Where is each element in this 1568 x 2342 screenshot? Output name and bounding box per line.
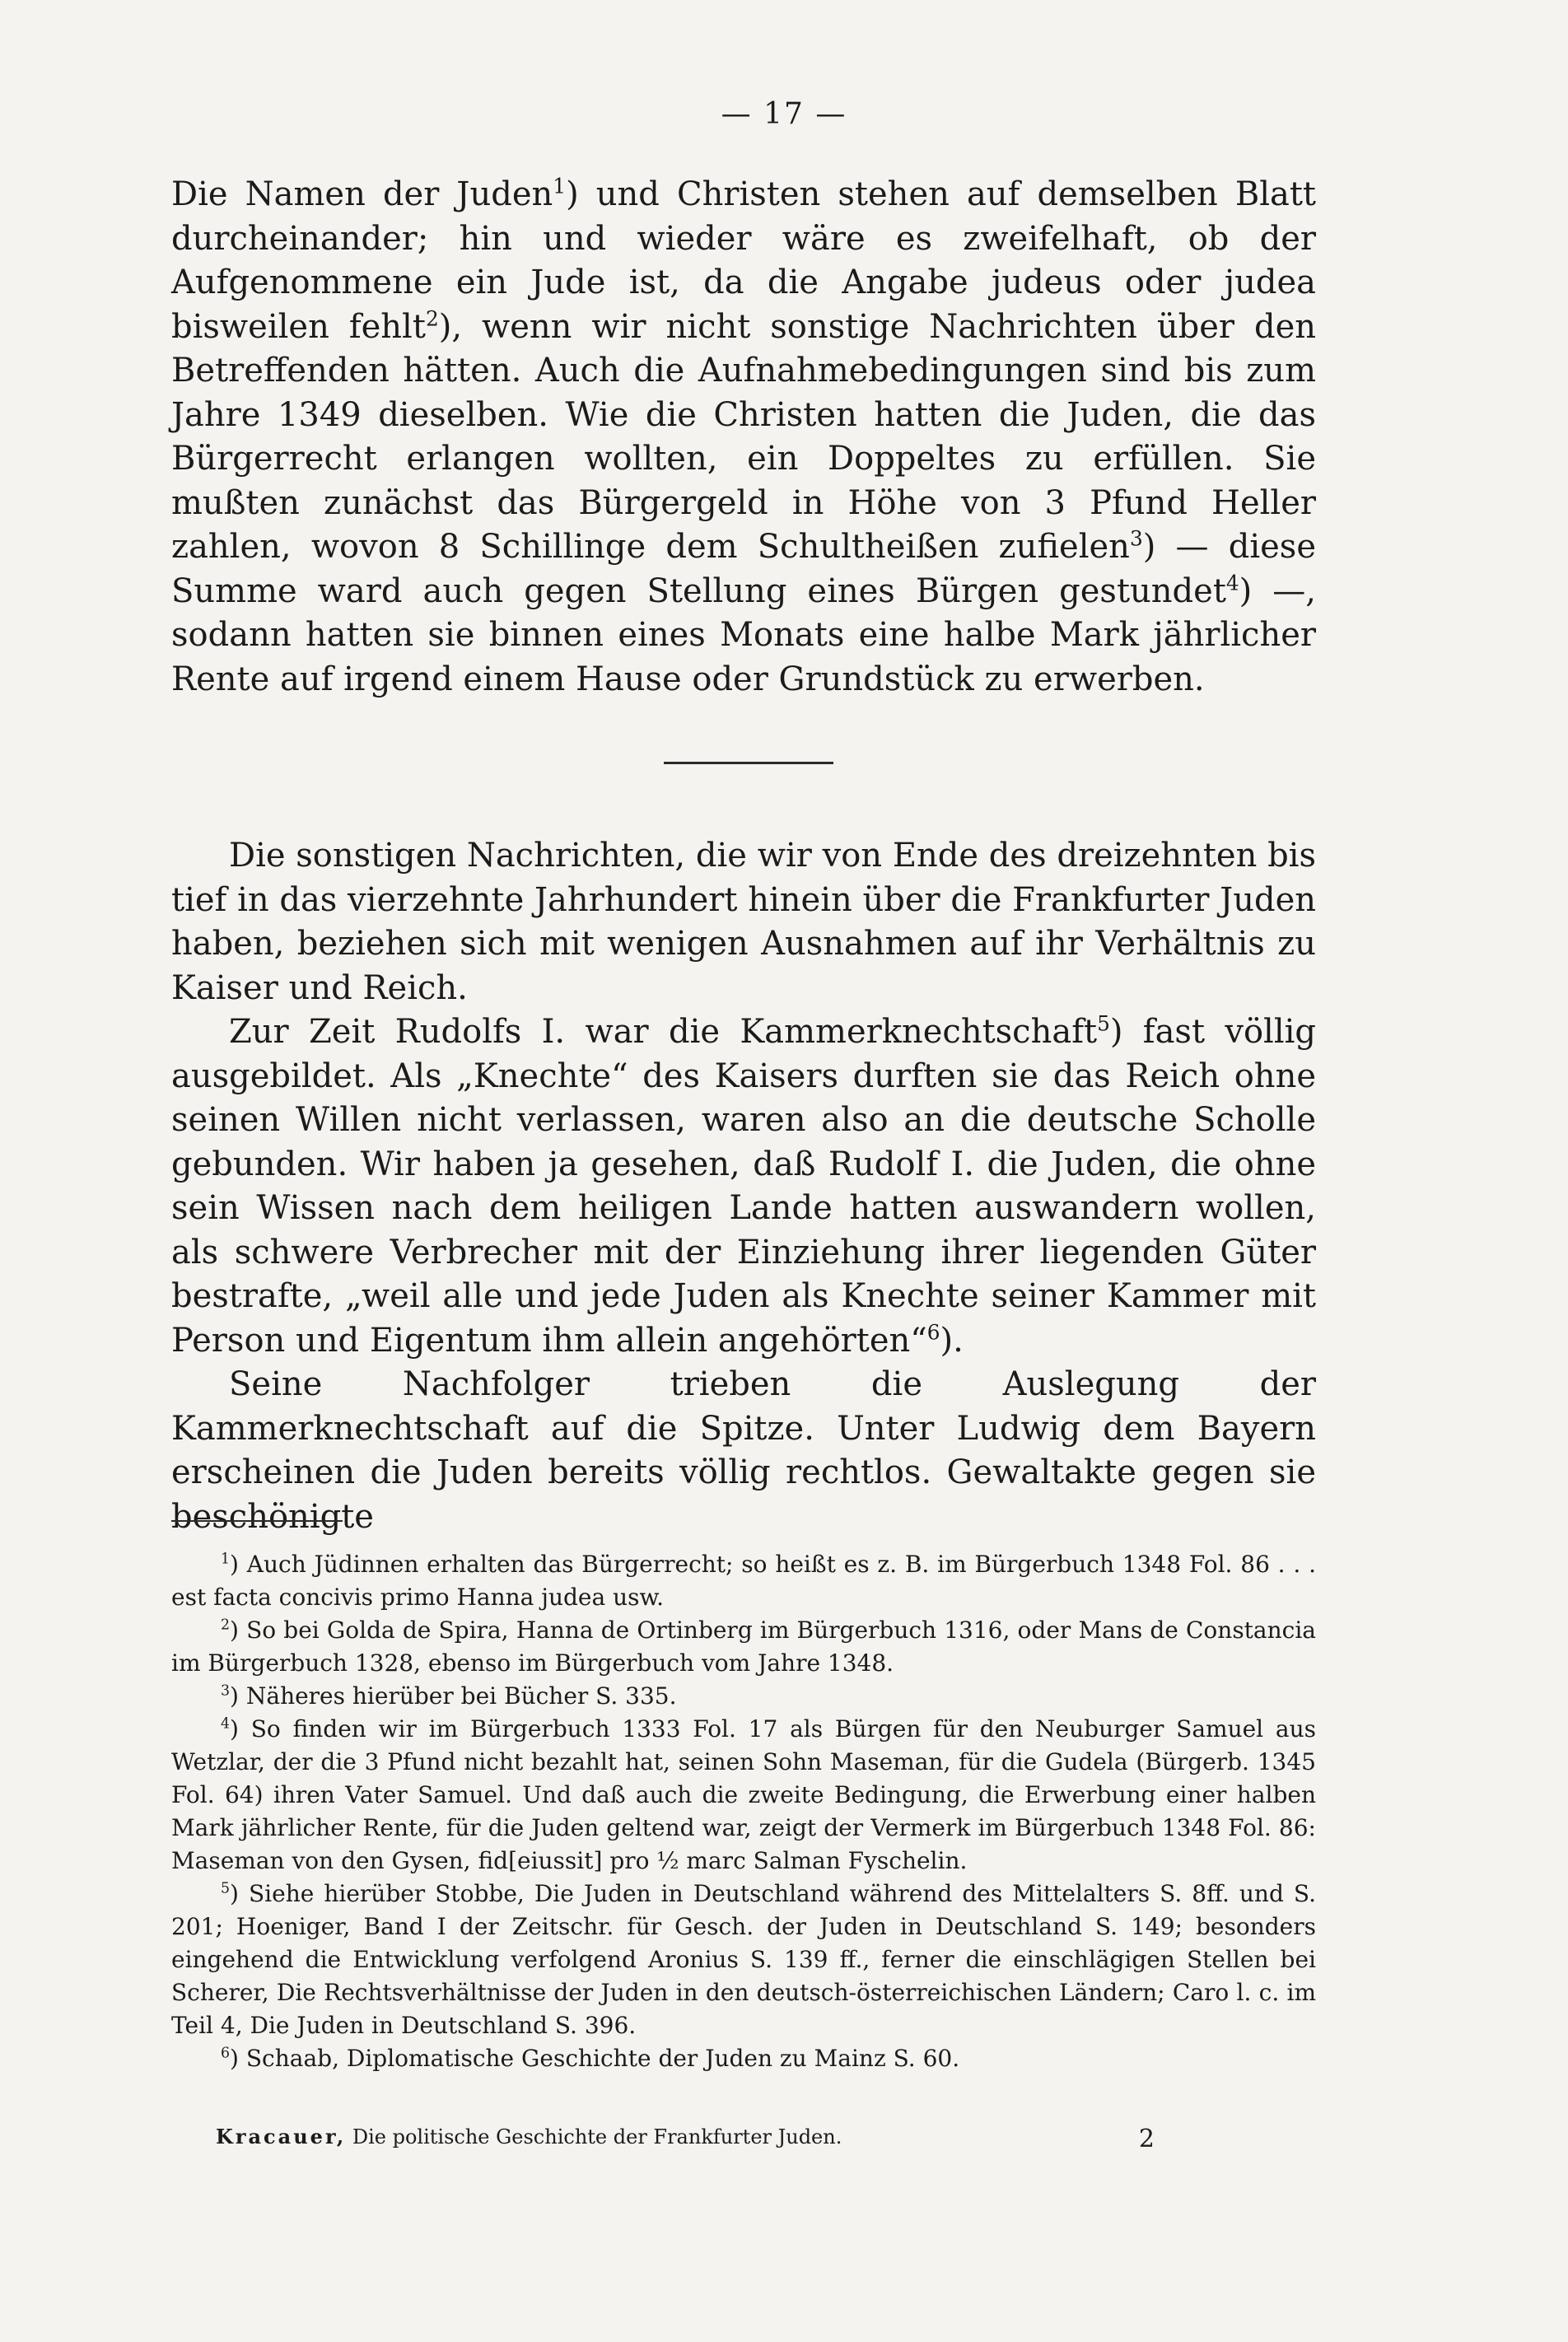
footnote-reference: 4 — [1225, 571, 1239, 595]
footnote-text: ) Siehe hierüber Stobbe, Die Juden in Deutschland während des Mittelalters S. 8ff. und S. 201; Hoeniger, Band I der Zeitschr. für Gesch. der Juden in Deutschland S. 149; besonders eingehend die Entwicklung verfolgend Aronius S. 139 ff., ferner die einschlägigen Stellen bei Scherer, Die Rechtsverhältnisse der Juden in den deutsch-österreichischen Ländern; Caro l. c. im Teil 4, Die Juden in Deutschland S. 396. — [171, 1880, 1316, 2039]
footer-citation — [216, 2125, 842, 2153]
paragraph-text: Die Namen der Juden — [171, 175, 553, 213]
page-number: — 17 — — [721, 97, 847, 131]
footnote-text: ) So bei Golda de Spira, Hanna de Ortinberg im Bürgerbuch 1316, oder Mans de Constancia im Bürgerbuch 1328, ebenso im Bürgerbuch vom Jahre 1348. — [171, 1617, 1316, 1677]
footnotes — [171, 1548, 1316, 2075]
footnote-mark: 5 — [221, 1880, 231, 1897]
footnote-separator — [171, 1520, 343, 1522]
footnote-text: ) Näheres hierüber bei Bücher S. 335. — [230, 1682, 677, 1710]
footnote — [171, 1878, 1316, 2042]
body-text-section-2 — [171, 834, 1316, 1539]
paragraph — [171, 173, 1316, 702]
footnote-mark: 3 — [221, 1682, 231, 1700]
footnote-reference: 5 — [1097, 1011, 1110, 1036]
footnote-mark: 1 — [221, 1551, 231, 1568]
footnote-reference: 1 — [553, 174, 567, 198]
body-text-section-1 — [171, 173, 1316, 702]
paragraph-text: ) —, sodann hatten sie binnen eines Monats eine halbe Mark jährlicher Rente auf irgend einem Hause oder Grundstück zu erwerben. — [171, 572, 1316, 698]
footnote-text: ) Schaab, Diplomatische Geschichte der Juden zu Mainz S. 60. — [230, 2045, 960, 2072]
paragraph — [171, 834, 1316, 1010]
footnote-mark: 4 — [221, 1715, 231, 1733]
footnote-reference: 2 — [425, 306, 439, 331]
paragraph-text: Die sonstigen Nachrichten, die wir von Ende des dreizehnten bis tief in das vierzehnte Jahrhundert hinein über die Frankfurter Juden haben, beziehen sich mit wenigen Ausnahmen auf ihr Verhältnis zu Kaiser und Reich. — [171, 837, 1316, 1007]
paragraph-text: ) fast völlig ausgebildet. Als „Knechte“ des Kaisers durften sie das Reich ohne seinen Willen nicht verlassen, waren also an die deutsche Scholle gebunden. Wir haben ja gesehen, daß Rudolf I. die Juden, die ohne sein Wissen nach dem heiligen Lande hatten auswandern wollen, als schwere Verbrecher mit der Einziehung ihrer liegenden Güter bestrafte, „weil alle und jede Juden als Knechte seiner Kammer mit Person und Eigentum ihm allein angehörten“ — [171, 1013, 1317, 1360]
paragraph-text: ) und Christen stehen auf demselben Blatt durcheinander; hin und wieder wäre es zweifelhaft, ob der Aufgenommene ein Jude ist, da die Angabe judeus oder judea bisweilen fehlt — [171, 175, 1316, 346]
section-divider — [664, 762, 833, 764]
footnote-text: ) So finden wir im Bürgerbuch 1333 Fol. 17 als Bürgen für den Neuburger Samuel aus Wetzlar, der die 3 Pfund nicht bezahlt hat, seinen Sohn Maseman, für die Gudela (Bürgerb. 1345 Fol. 64) ihren Vater Samuel. Und daß auch die zweite Bedingung, die Erwerbung einer halben Mark jährlicher Rente, für die Juden geltend war, zeigt der Vermerk im Bürgerbuch 1348 Fol. 86: Maseman von den Gysen, fid[eiussit] pro ½ marc Salman Fyschelin. — [171, 1715, 1316, 1874]
footnote-text: ) Auch Jüdinnen erhalten das Bürgerrecht; so heißt es z. B. im Bürgerbuch 1348 Fol. 86 . . . est facta concivis primo Hanna judea usw. — [171, 1551, 1316, 1611]
footnote-mark: 2 — [221, 1617, 231, 1634]
footer-author: Kracauer, — [216, 2125, 347, 2148]
footnote-reference: 3 — [1129, 526, 1143, 551]
signature-mark: 2 — [1138, 2125, 1155, 2153]
paragraph-text: Zur Zeit Rudolfs I. war die Kammerknechtschaft — [229, 1013, 1098, 1051]
paragraph-text: ). — [940, 1321, 964, 1360]
footnote — [171, 1713, 1316, 1878]
footnote — [171, 1680, 1316, 1713]
footnote — [171, 1548, 1316, 1614]
footnote-reference: 6 — [926, 1320, 940, 1345]
paragraph — [171, 1363, 1316, 1539]
paragraph-text: ), wenn wir nicht sonstige Nachrichten über den Betreffenden hätten. Auch die Aufnahmebedingungen sind bis zum Jahre 1349 dieselben. Wie die Christen hatten die Juden, die das Bürgerrecht erlangen wollten, ein Doppeltes zu erfüllen. Sie mußten zunächst das Bürgergeld in Höhe von 3 Pfund Heller zahlen, wovon 8 Schillinge dem Schultheißen zufielen — [171, 307, 1316, 566]
page-footer — [216, 2125, 1155, 2153]
footnote — [171, 2042, 1316, 2075]
footnote — [171, 1614, 1316, 1680]
paragraph-text: Seine Nachfolger trieben die Auslegung der Kammerknechtschaft auf die Spitze. Unter Ludwig dem Bayern erscheinen die Juden bereits völlig rechtlos. Gewaltakte gegen sie beschönigte — [171, 1365, 1316, 1536]
footer-title: Die politische Geschichte der Frankfurter Juden. — [346, 2125, 842, 2148]
paragraph-text: ) — diese Summe ward auch gegen Stellung eines Bürgen gestundet — [171, 528, 1316, 610]
paragraph — [171, 1010, 1316, 1363]
footnote-mark: 6 — [221, 2045, 231, 2062]
